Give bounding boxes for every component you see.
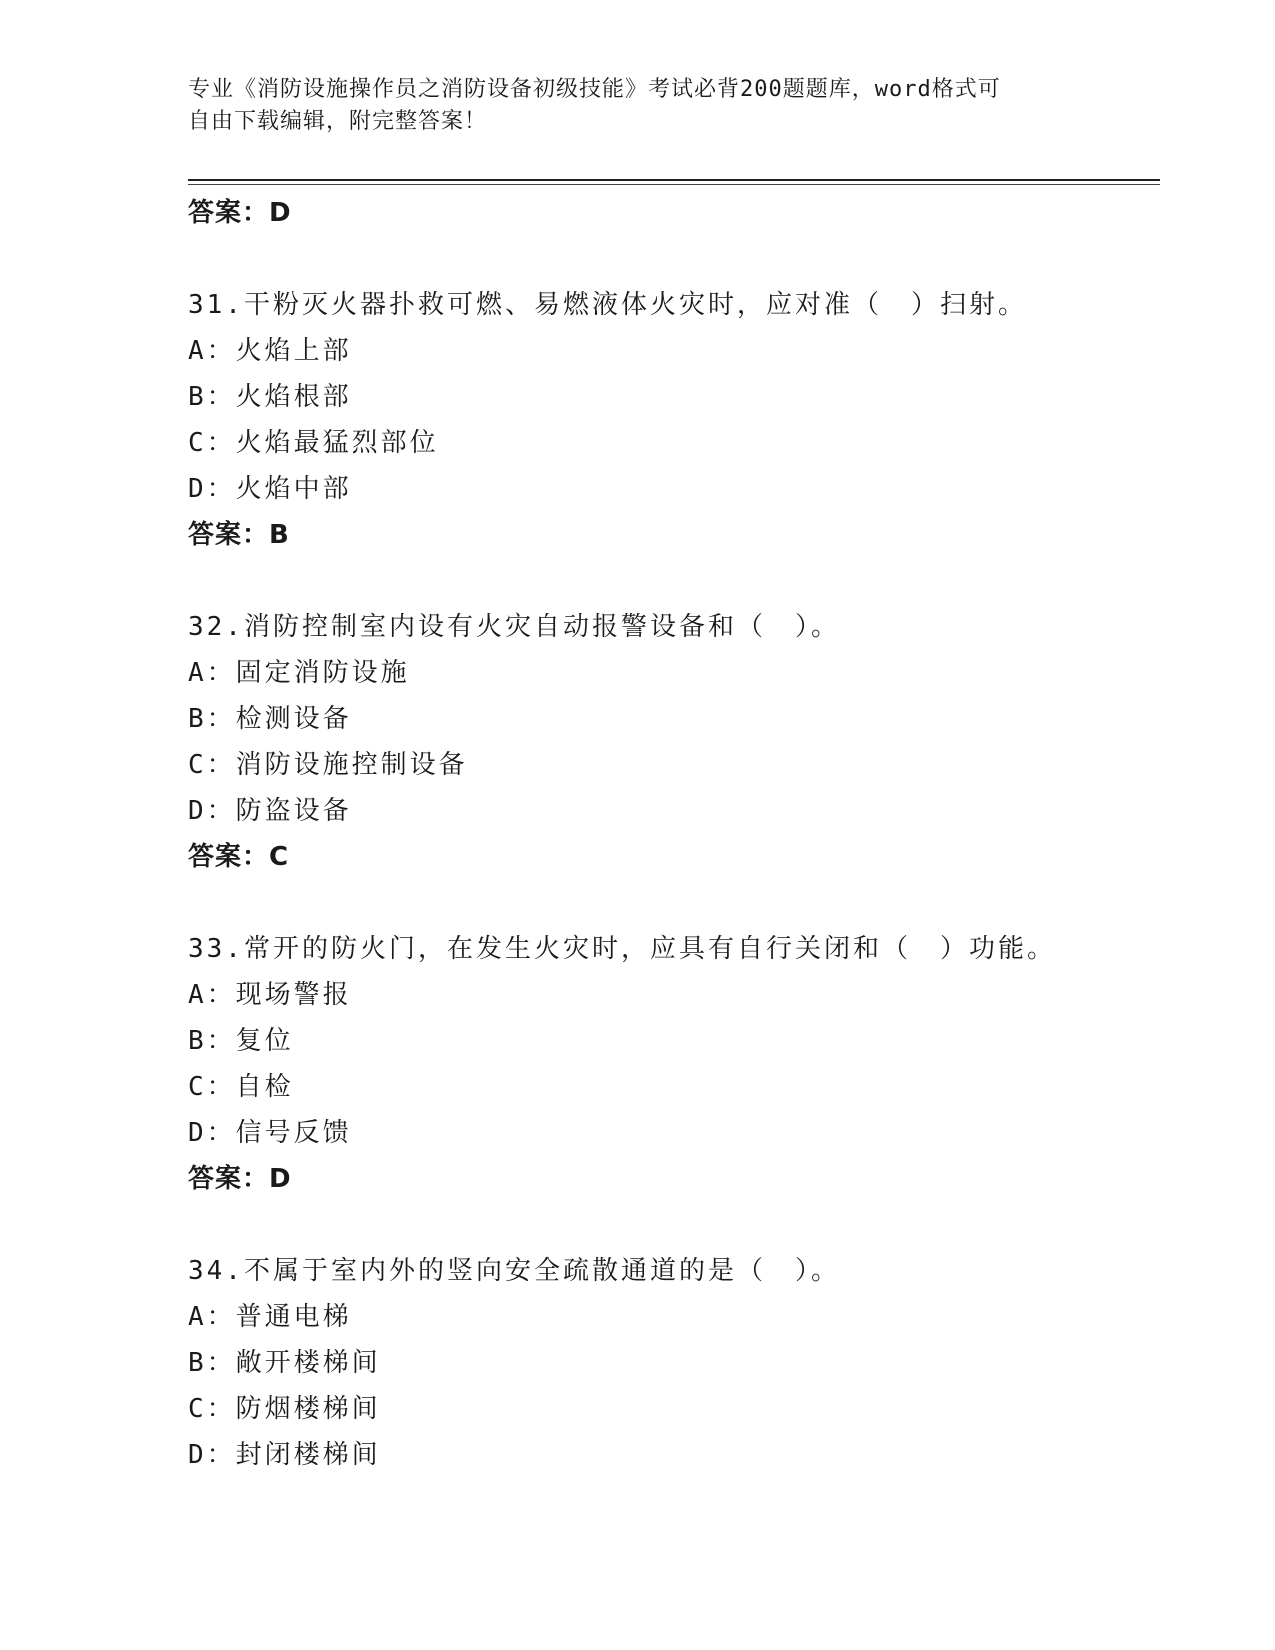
option-c: C：火焰最猛烈部位 bbox=[188, 428, 439, 458]
answer: 答案：B bbox=[188, 520, 290, 550]
option-a: A：普通电梯 bbox=[188, 1302, 352, 1332]
option-c: C：消防设施控制设备 bbox=[188, 750, 468, 780]
question-stem: 33.常开的防火门，在发生火灾时，应具有自行关闭和（ ）功能。 bbox=[188, 934, 1056, 964]
question-stem: 31.干粉灭火器扑救可燃、易燃液体火灾时，应对准（ ）扫射。 bbox=[188, 290, 1027, 320]
answer: 答案：D bbox=[188, 1164, 292, 1194]
option-b: B：敞开楼梯间 bbox=[188, 1348, 381, 1378]
question-31 bbox=[188, 282, 1160, 558]
header-divider-thick bbox=[188, 179, 1160, 181]
option-c: C：防烟楼梯间 bbox=[188, 1394, 381, 1424]
option-b: B：检测设备 bbox=[188, 704, 352, 734]
question-list bbox=[188, 190, 1160, 1524]
header-divider-thin bbox=[188, 184, 1160, 185]
option-d: D：防盗设备 bbox=[188, 796, 352, 826]
answer-previous-question: 答案：D bbox=[188, 198, 292, 228]
question-33 bbox=[188, 926, 1160, 1202]
question-32 bbox=[188, 604, 1160, 880]
question-stem: 32.消防控制室内设有火灾自动报警设备和（ ）。 bbox=[188, 612, 840, 642]
document-header bbox=[188, 74, 1088, 138]
option-a: A：现场警报 bbox=[188, 980, 352, 1010]
option-c: C：自检 bbox=[188, 1072, 294, 1102]
option-d: D：火焰中部 bbox=[188, 474, 352, 504]
option-d: D：信号反馈 bbox=[188, 1118, 352, 1148]
header-line-2: 自由下载编辑，附完整答案！ bbox=[188, 109, 488, 134]
option-a: A：火焰上部 bbox=[188, 336, 352, 366]
question-34 bbox=[188, 1248, 1160, 1478]
option-d: D：封闭楼梯间 bbox=[188, 1440, 381, 1470]
question-stem: 34.不属于室内外的竖向安全疏散通道的是（ ）。 bbox=[188, 1256, 840, 1286]
answer: 答案：C bbox=[188, 842, 290, 872]
option-b: B：复位 bbox=[188, 1026, 294, 1056]
header-line-1: 专业《消防设施操作员之消防设备初级技能》考试必背200题题库，word格式可 bbox=[188, 77, 1001, 102]
option-a: A：固定消防设施 bbox=[188, 658, 410, 688]
option-b: B：火焰根部 bbox=[188, 382, 352, 412]
